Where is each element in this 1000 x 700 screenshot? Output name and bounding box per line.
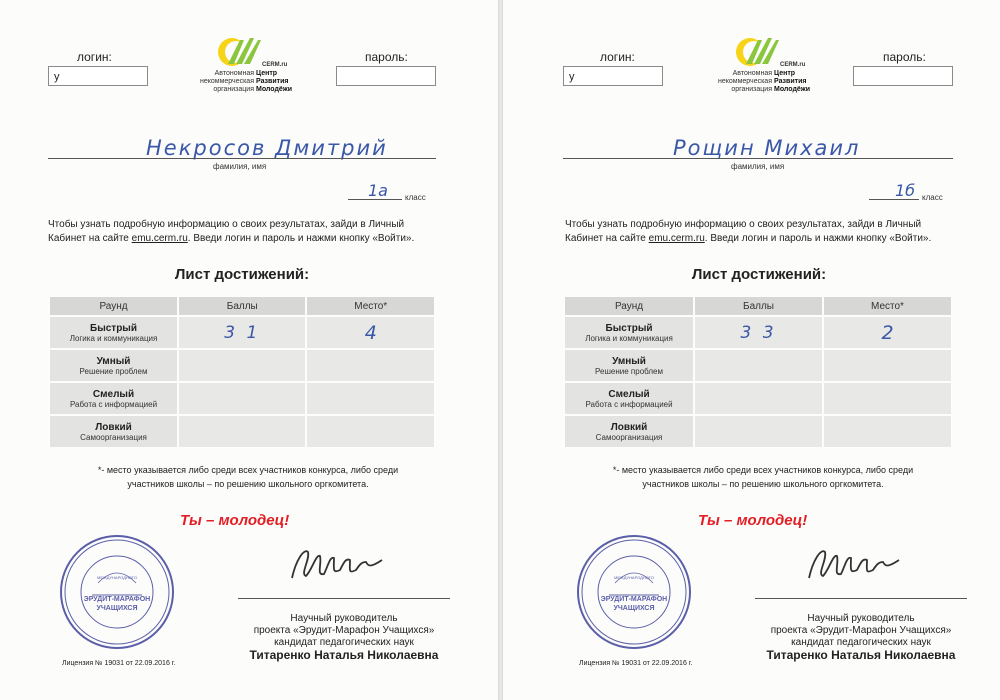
login-label: логин: (77, 50, 112, 64)
info-text: Чтобы узнать подробную информацию о своих результатах, зайди в Личный Кабинет на сайте emu.cerm.ru. Введи логин и пароль и нажми кнопку «Войти». (48, 219, 415, 244)
info-text: Чтобы узнать подробную информацию о своих результатах, зайди в Личный Кабинет на сайте emu.cerm.ru. Введи логин и пароль и нажми кнопку «Войти». (565, 219, 932, 244)
name-caption: фамилия, имя (731, 162, 785, 171)
signature-line (755, 598, 967, 599)
score-fast: 3 3 (694, 316, 823, 349)
student-class: 1а (368, 181, 388, 200)
score-smart (694, 349, 823, 382)
certificate-left (0, 0, 498, 700)
table-row (564, 382, 952, 415)
score-agile (178, 415, 306, 448)
place-agile (823, 415, 952, 448)
svg-text:ЭРУДИТ-МАРАФОН: ЭРУДИТ-МАРАФОН (83, 596, 151, 603)
score-brave (178, 382, 306, 415)
cerm-logo (198, 34, 318, 93)
signature-line (238, 598, 450, 599)
header-round: Раунд (564, 296, 694, 316)
password-label: пароль: (883, 50, 926, 64)
table-row (564, 415, 952, 448)
supervisor-info: Научный руководитель проекта «Эрудит-Марафон Учащихся» кандидат педагогических наук Титаренко Наталья Николаевна (249, 613, 439, 662)
round-agile: Ловкий Самоорганизация (564, 415, 694, 448)
score-brave (694, 382, 823, 415)
logo-site: CERM.ru (780, 62, 806, 68)
name-line (563, 158, 953, 159)
place-smart (306, 349, 435, 382)
footnote: *- место указывается либо среди всех участников конкурса, либо среди участников школы – по решению школьного оргкомитета. (97, 465, 399, 489)
table-row (49, 316, 435, 349)
round-brave: Смелый Работа с информацией (49, 382, 178, 415)
header-score: Баллы (694, 296, 823, 316)
logo-site: CERM.ru (262, 62, 288, 68)
table-row (564, 349, 952, 382)
login-box: у (563, 66, 663, 86)
password-box (853, 66, 953, 86)
logo-org-name: Центр Развития Молодёжи (774, 70, 811, 93)
class-caption: класс (405, 193, 426, 202)
score-smart (178, 349, 306, 382)
logo-org-type: Автономная некоммерческая организация (200, 70, 254, 93)
license: Лицензия № 19031 от 22.09.2016 г. (579, 660, 693, 667)
svg-text:УЧАЩИХСЯ: УЧАЩИХСЯ (96, 605, 138, 612)
place-fast: 2 (823, 316, 952, 349)
login-box: у (48, 66, 148, 86)
class-caption: класс (922, 193, 943, 202)
cerm-logo (716, 34, 836, 93)
site-link: emu.cerm.ru (131, 233, 188, 244)
login-label: логин: (600, 50, 635, 64)
supervisor-info: Научный руководитель проекта «Эрудит-Марафон Учащихся» кандидат педагогических наук Титаренко Наталья Николаевна (766, 613, 956, 662)
organization-seal (575, 533, 693, 651)
svg-text:ЭРУДИТ-МАРАФОН: ЭРУДИТ-МАРАФОН (600, 596, 668, 603)
name-line (48, 158, 436, 159)
table-row (564, 316, 952, 349)
header-place: Место* (823, 296, 952, 316)
score-agile (694, 415, 823, 448)
table-row (49, 415, 435, 448)
header-place: Место* (306, 296, 435, 316)
round-smart: Умный Решение проблем (564, 349, 694, 382)
svg-text:МЕЖДУНАРОДНОГО: МЕЖДУНАРОДНОГО (97, 575, 137, 580)
achievements-title: Лист достижений: (691, 266, 827, 283)
round-brave: Смелый Работа с информацией (564, 382, 694, 415)
class-line (869, 199, 919, 200)
round-smart: Умный Решение проблем (49, 349, 178, 382)
results-table (48, 295, 436, 449)
round-agile: Ловкий Самоорганизация (49, 415, 178, 448)
student-class: 1б (895, 181, 916, 200)
results-table (563, 295, 953, 449)
round-fast: Быстрый Логика и коммуникация (49, 316, 178, 349)
svg-text:МЕЖДУНАРОДНОГО: МЕЖДУНАРОДНОГО (614, 575, 654, 580)
place-brave (306, 382, 435, 415)
student-name: Рощин Михаил (673, 136, 861, 160)
place-brave (823, 382, 952, 415)
header-round: Раунд (49, 296, 178, 316)
footnote: *- место указывается либо среди всех участников конкурса, либо среди участников школы – по решению школьного оргкомитета. (612, 465, 914, 489)
place-fast: 4 (306, 316, 435, 349)
slogan: Ты – молодец! (698, 512, 808, 529)
organization-seal (58, 533, 176, 651)
logo-org-name: Центр Развития Молодёжи (256, 70, 293, 93)
svg-text:УЧАЩИХСЯ: УЧАЩИХСЯ (613, 605, 655, 612)
password-label: пароль: (365, 50, 408, 64)
score-fast: 3 1 (178, 316, 306, 349)
logo-org-type: Автономная некоммерческая организация (718, 70, 772, 93)
achievements-title: Лист достижений: (174, 266, 310, 283)
password-box (336, 66, 436, 86)
signature (803, 540, 913, 585)
site-link: emu.cerm.ru (648, 233, 705, 244)
signature (286, 540, 396, 585)
header-score: Баллы (178, 296, 306, 316)
table-row (49, 382, 435, 415)
place-agile (306, 415, 435, 448)
slogan: Ты – молодец! (180, 512, 290, 529)
place-smart (823, 349, 952, 382)
name-caption: фамилия, имя (213, 162, 267, 171)
certificate-right (503, 0, 1000, 700)
license: Лицензия № 19031 от 22.09.2016 г. (62, 660, 176, 667)
table-row (49, 349, 435, 382)
round-fast: Быстрый Логика и коммуникация (564, 316, 694, 349)
class-line (348, 199, 402, 200)
student-name: Некросов Дмитрий (146, 136, 388, 160)
